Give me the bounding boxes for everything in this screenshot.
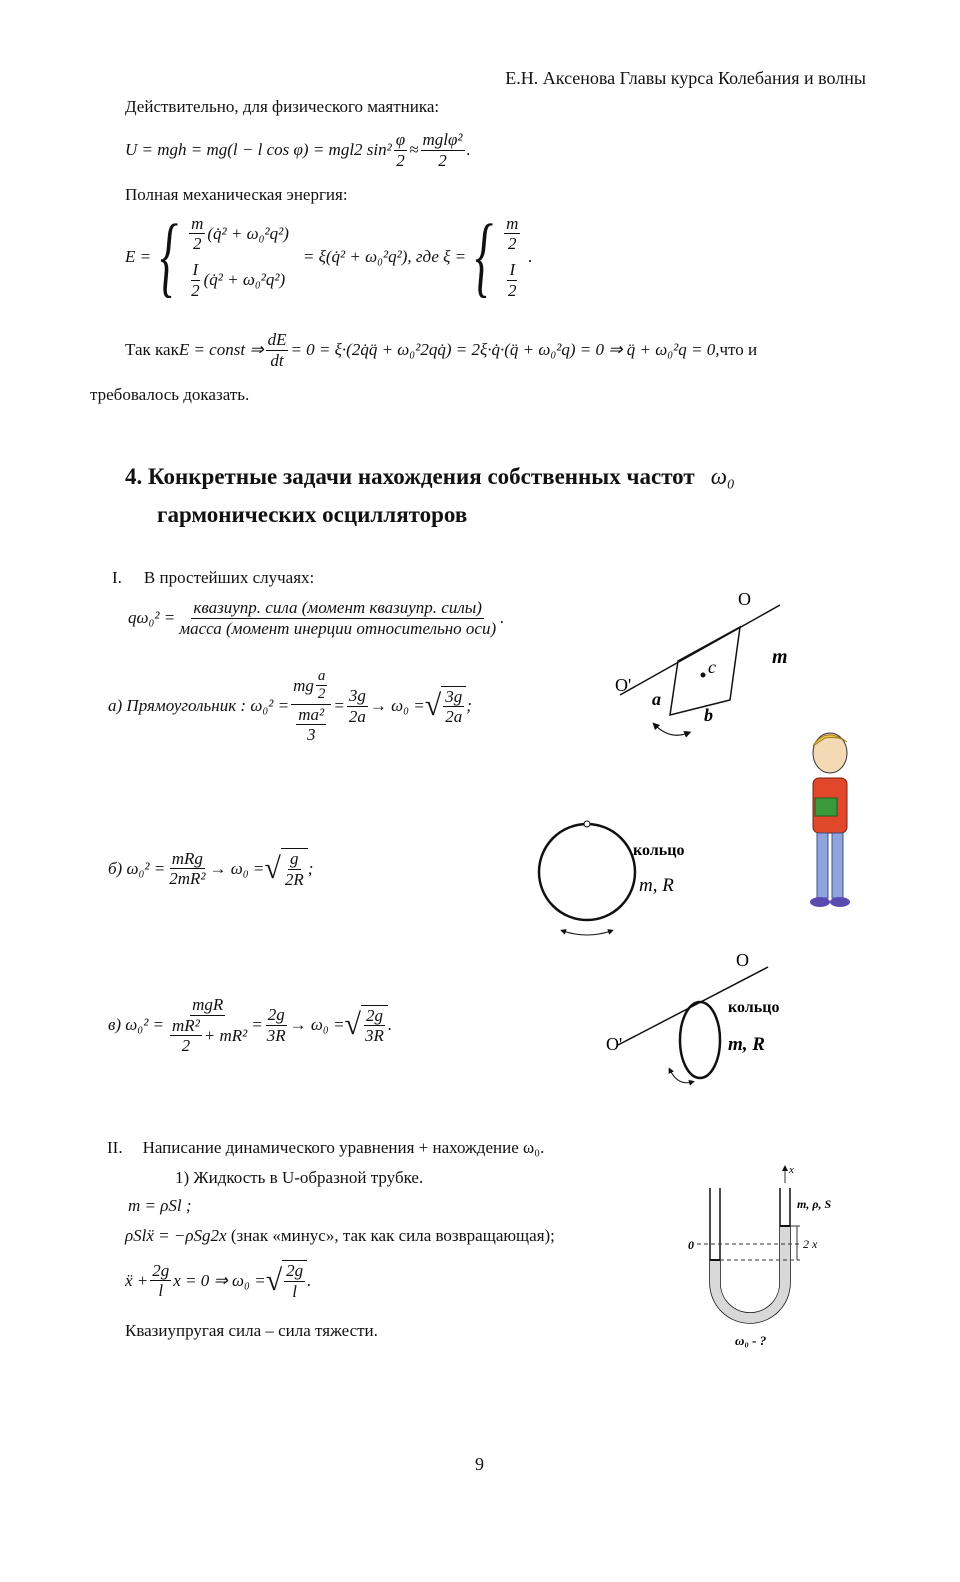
num: ma² (298, 704, 325, 724)
label-params: m, ρ, S (797, 1197, 832, 1211)
figure-ring-axis (600, 950, 810, 1090)
equation-const (125, 330, 757, 370)
eq-part: = (251, 1015, 263, 1035)
num: mgR (192, 995, 224, 1014)
fraction (394, 130, 407, 170)
equation-energy (125, 207, 533, 306)
brace: { (160, 207, 179, 306)
eq-part: ẍ + (125, 1270, 149, 1290)
den: 2 (396, 150, 405, 170)
num: mR² (172, 1015, 200, 1035)
num: I (509, 260, 516, 279)
eq-part: (знак «минус», так как сила возвращающая); (226, 1226, 555, 1245)
den: dt (270, 350, 284, 370)
eq-part: Так как (125, 340, 179, 360)
figure-u-tube (685, 1163, 855, 1353)
eq-part: ; (466, 696, 472, 716)
label-zero: 0 (688, 1238, 694, 1252)
num: квазиупр. сила (момент квазиупр. силы) (193, 598, 482, 617)
den: 2 (193, 234, 202, 254)
fraction (421, 130, 465, 170)
heading-omega: ω₀ (710, 464, 735, 489)
section-title: В простейших случаях: (143, 568, 315, 587)
eq-part: . (466, 140, 471, 160)
heading-line: гармонических осцилляторов (157, 502, 468, 527)
section-i (112, 568, 314, 588)
eq-part: в) ω₀² = (108, 1015, 165, 1035)
den: 2 (181, 1036, 191, 1056)
num: 2g (267, 1005, 285, 1025)
label-x: x (789, 1164, 794, 1176)
eq-part: → ω₀ = (289, 1015, 345, 1035)
eq-part: x = 0 ⇒ ω₀ = (173, 1270, 266, 1290)
paragraph: Полная механическая энергия: (125, 185, 348, 204)
eq-part: б) ω₀² = (108, 858, 166, 878)
figure-rectangle-pendulum (600, 585, 810, 745)
eq-part: что и (719, 340, 758, 360)
den: 2 (438, 150, 447, 170)
den: 2R (284, 869, 304, 889)
label-b: b (704, 705, 713, 725)
eq-part: ρSlẍ = −ρSg2x (125, 1226, 227, 1245)
equation-rectangle (108, 668, 472, 745)
eq-part: E = const ⇒ (178, 340, 264, 360)
den: 2 (508, 280, 517, 300)
eq-part: а) Прямоугольник : ω₀² = (108, 696, 290, 716)
label-ring: кольцо (728, 999, 780, 1016)
label-2x: 2 x (803, 1237, 818, 1251)
den: 3R (266, 1025, 286, 1045)
label-omega-question: ω₀ - ? (735, 1333, 767, 1348)
sqrt: √ $\frac{3g}{2a}$ (425, 686, 466, 727)
den: масса (момент инерции относительно оси) (179, 618, 497, 638)
paragraph: Действительно, для физического маятника: (125, 97, 440, 116)
den: 2a (445, 707, 463, 727)
eq-part: E = (125, 247, 152, 266)
label-a: a (652, 689, 661, 709)
section-title: Написание динамического уравнения + нахождение ω₀. (142, 1138, 545, 1157)
label-m-r: m, R (639, 875, 674, 896)
eq-part: . (500, 608, 505, 628)
label-c: c (708, 657, 716, 677)
eq-part: . (387, 1015, 393, 1035)
heading-line: 4. Конкретные задачи нахождения собственных частот (125, 464, 695, 489)
num: m (191, 213, 204, 233)
eq-part: (q̇² + ω₀²q²) (207, 223, 289, 243)
running-header: Е.Н. Аксенова Главы курса Колебания и волны (505, 68, 866, 88)
eq-part: = 0 = ξ·(2q̇q̈ + ω₀²2qq̇) = 2ξ·q̇·(q̈ + ω₀²q) = 0 ⇒ q̈ + ω₀²q = 0, (290, 340, 720, 360)
num: I (192, 260, 199, 279)
label-m: m (772, 646, 788, 668)
list-item: 1) Жидкость в U-образной трубке. (175, 1168, 424, 1187)
den: 2 (317, 686, 326, 703)
page-number: 9 (475, 1454, 484, 1474)
label-m-r: m, R (728, 1034, 765, 1055)
equation-ring-axis: в) ω₀² = mgR $\frac{\text{mR²}}{2}$ + mR² = $\frac{2g}{3R}$ → ω₀ = √ $\frac{2g}{3R}$ . (108, 995, 393, 1056)
eq-part: ; (307, 858, 314, 878)
paragraph: требовалось доказать. (90, 385, 250, 404)
den: 2 (191, 280, 200, 300)
num: g (290, 849, 299, 868)
eq-part: (q̇² + ω₀²q²) (203, 270, 286, 290)
cases (187, 214, 289, 300)
eq-part: = ξ(q̇² + ω₀²q²), где ξ = (302, 247, 467, 266)
equation-utube: ẍ + $\frac{2g}{l}$ x = 0 ⇒ ω₀ = √ $\frac{2g}{l}$ . (125, 1260, 312, 1301)
num: 3g (445, 686, 463, 706)
den: l (292, 1281, 298, 1301)
equation-dynamics (125, 1226, 555, 1246)
den: 3R (365, 1026, 384, 1046)
num: m (506, 213, 519, 233)
eq-part: ≈ (409, 140, 419, 160)
num: φ (395, 130, 406, 149)
eq-part: → ω₀ = (369, 696, 425, 716)
paragraph: Квазиупругая сила – сила тяжести. (125, 1321, 378, 1340)
section-heading (125, 464, 735, 528)
num: mglφ² (422, 130, 463, 149)
num: dE (267, 330, 287, 349)
den: 3 (306, 725, 316, 745)
equation-general (128, 598, 504, 638)
section-number: II. (107, 1138, 123, 1157)
label-o: O (736, 950, 749, 970)
figure-ring (535, 815, 715, 940)
den: 2a (348, 706, 366, 726)
label-o-prime: O' (615, 675, 632, 695)
label-o: O (738, 589, 751, 609)
eq-part: = (333, 696, 345, 716)
den: 2mR² (169, 869, 206, 889)
den: 2 (508, 234, 517, 254)
brace: { (475, 207, 494, 306)
num: 2g (365, 1005, 383, 1025)
eq-part: → ω₀ = (209, 858, 265, 878)
equation-mass: m = ρSl ; (128, 1196, 192, 1215)
label-o-prime: O' (606, 1034, 623, 1054)
num: 2g (152, 1260, 170, 1280)
equation-ring: б) ω₀² = mRg 2mR² → ω₀ = √ $\frac{g}{2R}$ ; (108, 848, 314, 889)
eq-part: + mR² (203, 1025, 248, 1045)
boy-illustration (795, 728, 875, 913)
eq-part: U = mgh = mg(l − l cos φ) = mgl2 sin² (125, 140, 392, 160)
section-ii (107, 1138, 544, 1158)
equation-potential-energy (125, 130, 471, 170)
num: mRg (171, 848, 203, 868)
eq-part: qω₀² = (128, 608, 176, 628)
num: mg (293, 675, 314, 695)
num: 3g (348, 686, 366, 706)
section-number: I. (112, 568, 122, 587)
num: a (316, 668, 328, 686)
label-ring: кольцо (633, 842, 685, 859)
eq-part: . (307, 1270, 312, 1290)
den: l (158, 1281, 164, 1301)
num: 2g (286, 1261, 304, 1280)
eq-part: . (528, 247, 533, 266)
